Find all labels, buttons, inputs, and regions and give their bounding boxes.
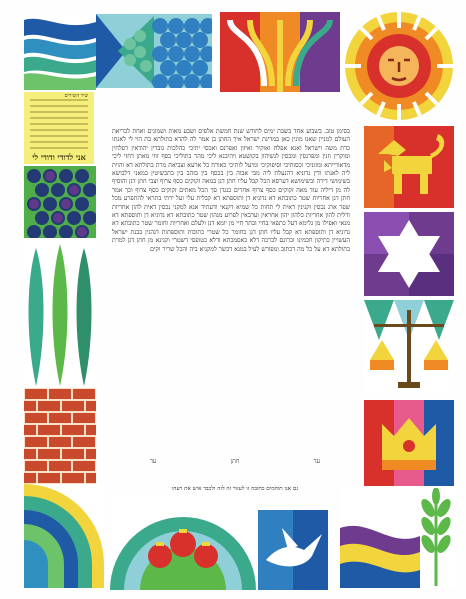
brick-wall-icon bbox=[24, 388, 96, 484]
signature-witness-1: עד bbox=[313, 458, 320, 465]
menorah-icon bbox=[220, 12, 340, 92]
scroll-icon bbox=[24, 92, 94, 164]
scroll-verse: שיר השירים bbox=[64, 93, 88, 99]
cypress-trees-icon bbox=[24, 240, 96, 386]
signature-witness-2: עד bbox=[150, 458, 157, 465]
sun-icon bbox=[344, 10, 454, 122]
scales-icon bbox=[364, 300, 454, 392]
lion-icon bbox=[364, 126, 454, 208]
ketubah-footer: גם אנו תוחמים כתובה זו לעזור זה לזה ולכבד איש את רעהו bbox=[171, 486, 299, 492]
star-of-david-icon bbox=[364, 212, 454, 296]
ketubah-body-text: בסימן טוב. בשבוע אחד בשבת ימים לחודש שנת חמשת אלפים ושבע מאות ושמונים ואחת לבריאת העולם למניין שאנו מונין כאן במדינת ישראל איך החתן בן אמר לה להדא בתולתא בת הוי לי לאנתו כדת משה וישראל ואנא אפלח ואוקיר ואיזון ואפרנס ואכסי יתיכי כהלכות גוברין יהודאין דפלחין ומוקרין וזנין ומפרנסין ומכסין לנשיהון בקושטא ויהיבנא ליכי מהר בתוליכי כסף זוזי מאתן דחזי ליכי מדאורייתא ומזוניכי וכסותיכי וסיפוקיכי ומיעל לותיכי כאורח כל ארעא וצביאת מרת בתולתא דא והוית ליה לאנתו ודין נדוניא דהנעלת ליה מבי אבוה בין בכסף בין בזהב בין בתכשיטין במאני דלבושא בשימושי דירה ובשימושא דערסא הכל קבל עליו חתן דנן במאה זקוקים כסף צרוף וצבי חתן דנן והוסיף לה מן דיליה עוד מאה זקוקים כסף צרוף אחרים כנגדן סך הכל מאתים זקוקים כסף צרוף וכך אמר חתן דנן אחריות שטר כתובתא דא נדוניא דן ותוספתא דא קבלית עלי ועל ירתי בתראי להתפרע מכל שפר ארג נכסין וקנינין דאית לי תחות כל שמיא דקנאי ודעתיד אנא למקני נכסין דאית להון אחריות ודלית להון אחריות כלהון יהון אחראין וערבאין לפרוע מנהון שטר כתובתא דא נדוניא דן ותוספתא דא מנאי ואפילו מן גלימא דעל כתפאי בחיי ובתר חיי מן יומא דנן ולעלם ואחריות וחומר שטר כתובתא דא נדוניא דן ותוספתא דא קבל עליו חתן דנן כחומר כל שטרי כתובות ותוספתות דנהגין בבנת ישראל העשויין כתיקון חכמינו זכרונם לברכה דלא כאסמכתא ודלא כטופסי דשטרי וקנינא מן חתן דנן למרת בתולתא דא על כל מה דכתוב ומפורש לעיל במנא דכשר למקניא ביה והכל שריר וקים bbox=[112, 128, 350, 253]
crown-icon bbox=[364, 400, 454, 486]
pomegranate-icon bbox=[110, 490, 256, 590]
fish-icon bbox=[96, 14, 212, 88]
scroll-motto: אני לדודי ודודי לי bbox=[26, 152, 92, 162]
signature-groom: חתן bbox=[230, 458, 240, 465]
dove-icon bbox=[258, 510, 328, 590]
signature-line bbox=[150, 458, 320, 465]
wheat-icon bbox=[340, 488, 456, 588]
rainbow-icon bbox=[24, 484, 104, 588]
grapes-icon bbox=[24, 166, 96, 238]
waves-icon bbox=[24, 14, 96, 90]
ketubah-body bbox=[112, 128, 350, 478]
